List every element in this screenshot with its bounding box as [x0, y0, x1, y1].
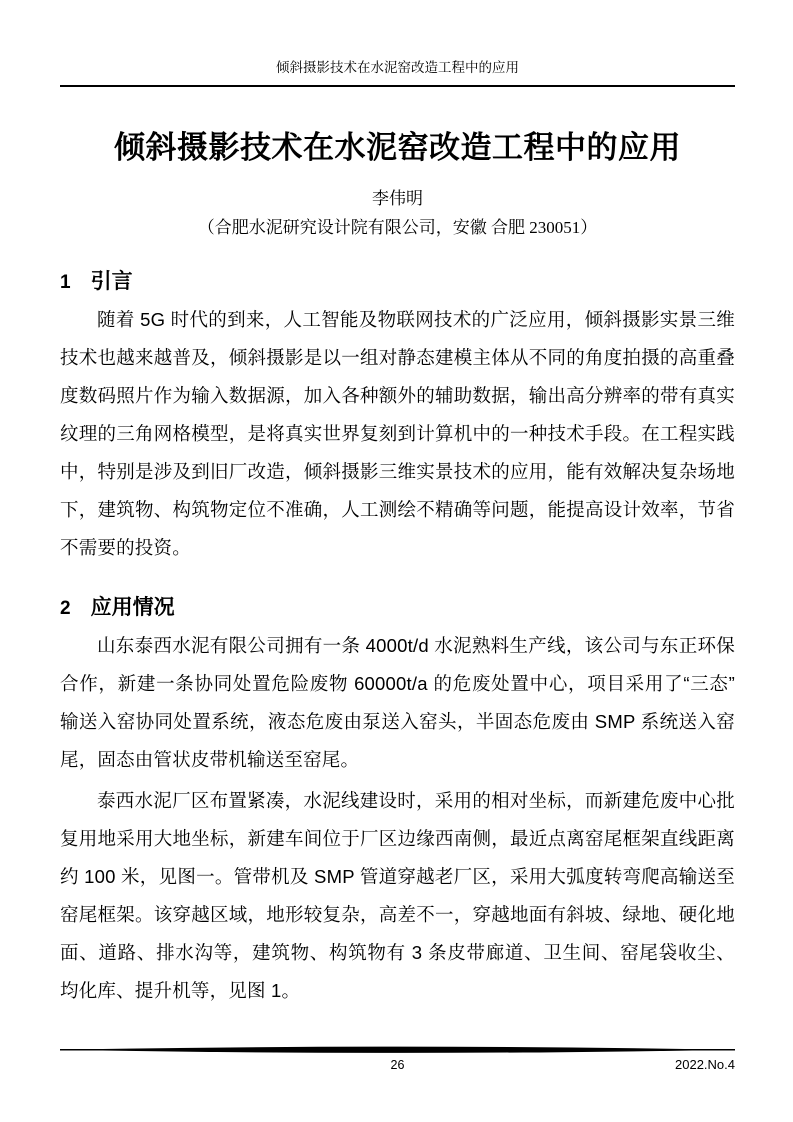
- author-name: 李伟明: [372, 189, 423, 208]
- paper-title: 倾斜摄影技术在水泥窑改造工程中的应用: [114, 130, 681, 165]
- section-number: 1: [60, 272, 71, 293]
- running-header-title: 倾斜摄影技术在水泥窑改造工程中的应用: [276, 60, 519, 75]
- section-heading-application: [60, 593, 735, 624]
- paragraph-introduction: 随着 5G 时代的到来，人工智能及物联网技术的广泛应用，倾斜摄影实景三维技术也越来越普及，倾斜摄影是以一组对静态建模主体从不同的角度拍摄的高重叠度数码照片作为输入数据源，加入各种额外的辅助数据，输出高分辨率的带有真实纹理的三角网格模型，是将真实世界复刻到计算机中的一种技术手段。在工程实践中，特别是涉及到旧厂改造，倾斜摄影三维实景技术的应用，能有效解决复杂场地下，建筑物、构筑物定位不准确，人工测绘不精确等问题，能提高设计效率，节省不需要的投资。: [60, 309, 735, 558]
- paragraph-application-1: 山东泰西水泥有限公司拥有一条 4000t/d 水泥熟料生产线，该公司与东正环保合作，新建一条协同处置危险废物 60000t/a 的危废处置中心，项目采用了“三态”输送入窑协同处置系统，液态危废由泵送入窑头，半固态危废由 SMP 系统送入窑尾，固态由管状皮带机输送至窑尾。: [60, 635, 735, 770]
- author-affiliation: （合肥水泥研究设计院有限公司，安徽 合肥 230051）: [197, 218, 598, 237]
- footer-rule-bar: [60, 1046, 735, 1055]
- section-heading-introduction: [60, 267, 735, 298]
- section-title: 应用情况: [90, 596, 175, 619]
- section-number: 2: [60, 598, 71, 619]
- running-header: [60, 58, 735, 87]
- footer-row: [60, 1056, 735, 1074]
- section-title: 引言: [90, 270, 133, 293]
- issue-label: 2022.No.4: [675, 1057, 735, 1072]
- page-footer: [60, 1046, 735, 1074]
- page-number: 26: [390, 1058, 405, 1072]
- paragraph-application-2: 泰西水泥厂区布置紧凑，水泥线建设时，采用的相对坐标，而新建危废中心批复用地采用大地坐标，新建车间位于厂区边缘西南侧，最近点离窑尾框架直线距离约 100 米，见图一。管带机及 SMP 管道穿越老厂区，采用大弧度转弯爬高输送至窑尾框架。该穿越区域，地形较复杂，高差不一，穿越地面有斜坡、绿地、硬化地面、道路、排水沟等，建筑物、构筑物有 3 条皮带廊道、卫生间、窑尾袋收尘、均化库、提升机等，见图 1。: [60, 790, 735, 1001]
